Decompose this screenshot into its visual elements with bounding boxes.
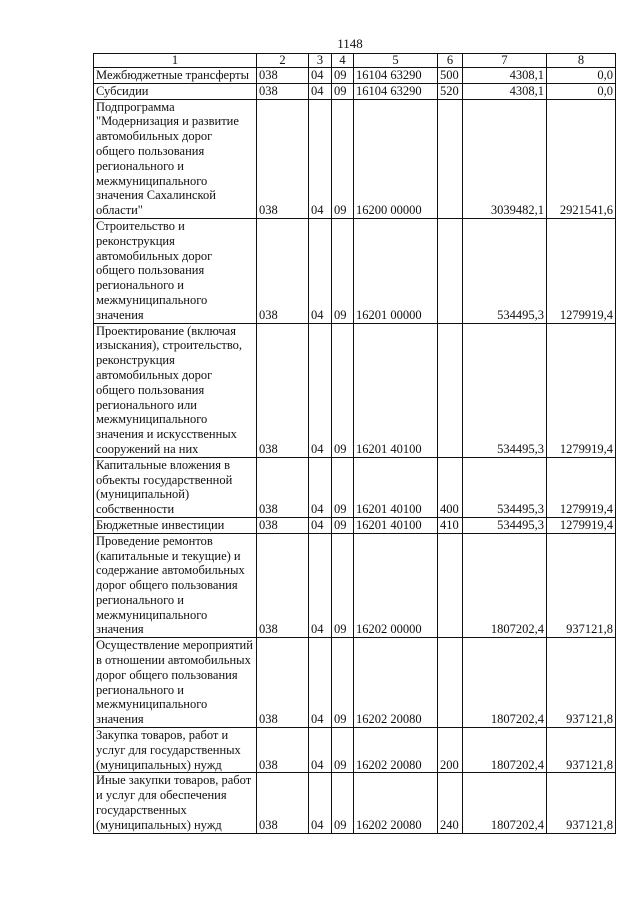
expense-type-cell: 410 — [438, 517, 463, 533]
expense-type-cell: 400 — [438, 457, 463, 517]
ministry-code-cell: 038 — [257, 457, 309, 517]
table-row — [94, 728, 616, 773]
target-article-cell: 16201 40100 — [354, 457, 438, 517]
target-article-cell: 16201 00000 — [354, 218, 438, 323]
row-name-cell: Капитальные вложения в объекты государственной (муниципальной) собственности — [94, 457, 257, 517]
amount-year1-cell: 1807202,4 — [463, 773, 547, 833]
table-row — [94, 457, 616, 517]
table-row — [94, 323, 616, 457]
amount-year2-cell: 0,0 — [547, 68, 616, 84]
amount-year2-cell: 2921541,6 — [547, 99, 616, 218]
row-name-cell: Межбюджетные трансферты — [94, 68, 257, 84]
expense-type-cell: 200 — [438, 728, 463, 773]
subsection-cell: 09 — [332, 99, 354, 218]
subsection-cell: 09 — [332, 773, 354, 833]
table-row — [94, 83, 616, 99]
expense-type-cell — [438, 323, 463, 457]
row-name-cell: Проведение ремонтов (капитальные и текущие) и содержание автомобильных дорог общего пользования регионального и межмуниципального значения — [94, 533, 257, 638]
target-article-cell: 16202 20080 — [354, 728, 438, 773]
target-article-cell: 16202 00000 — [354, 533, 438, 638]
table-row — [94, 517, 616, 533]
ministry-code-cell: 038 — [257, 68, 309, 84]
ministry-code-cell: 038 — [257, 773, 309, 833]
column-header: 1 — [94, 54, 257, 68]
table-row — [94, 533, 616, 638]
subsection-cell: 09 — [332, 638, 354, 728]
amount-year2-cell: 937121,8 — [547, 728, 616, 773]
target-article-cell: 16200 00000 — [354, 99, 438, 218]
expense-type-cell — [438, 533, 463, 638]
table-row — [94, 218, 616, 323]
expense-type-cell: 520 — [438, 83, 463, 99]
amount-year1-cell: 1807202,4 — [463, 533, 547, 638]
target-article-cell: 16201 40100 — [354, 517, 438, 533]
column-header: 7 — [463, 54, 547, 68]
subsection-cell: 09 — [332, 728, 354, 773]
expense-type-cell: 240 — [438, 773, 463, 833]
section-cell: 04 — [309, 218, 332, 323]
target-article-cell: 16201 40100 — [354, 323, 438, 457]
target-article-cell: 16104 63290 — [354, 68, 438, 84]
budget-table — [93, 53, 616, 834]
ministry-code-cell: 038 — [257, 728, 309, 773]
amount-year1-cell: 3039482,1 — [463, 99, 547, 218]
amount-year2-cell: 1279919,4 — [547, 218, 616, 323]
ministry-code-cell: 038 — [257, 99, 309, 218]
subsection-cell: 09 — [332, 323, 354, 457]
subsection-cell: 09 — [332, 83, 354, 99]
expense-type-cell — [438, 218, 463, 323]
expense-type-cell: 500 — [438, 68, 463, 84]
row-name-cell: Осуществление мероприятий в отношении автомобильных дорог общего пользования регионального и межмуниципального значения — [94, 638, 257, 728]
column-header: 6 — [438, 54, 463, 68]
subsection-cell: 09 — [332, 218, 354, 323]
amount-year1-cell: 4308,1 — [463, 68, 547, 84]
table-row — [94, 773, 616, 833]
header-row — [94, 54, 616, 68]
amount-year2-cell: 937121,8 — [547, 773, 616, 833]
expense-type-cell — [438, 638, 463, 728]
section-cell: 04 — [309, 99, 332, 218]
page-number: 1148 — [337, 36, 363, 51]
amount-year2-cell: 937121,8 — [547, 533, 616, 638]
section-cell: 04 — [309, 728, 332, 773]
section-cell: 04 — [309, 457, 332, 517]
expense-type-cell — [438, 99, 463, 218]
ministry-code-cell: 038 — [257, 218, 309, 323]
amount-year1-cell: 1807202,4 — [463, 728, 547, 773]
target-article-cell: 16202 20080 — [354, 638, 438, 728]
column-header: 8 — [547, 54, 616, 68]
row-name-cell: Иные закупки товаров, работ и услуг для обеспечения государственных (муниципальных) нужд — [94, 773, 257, 833]
amount-year2-cell: 0,0 — [547, 83, 616, 99]
row-name-cell: Закупка товаров, работ и услуг для государственных (муниципальных) нужд — [94, 728, 257, 773]
subsection-cell: 09 — [332, 517, 354, 533]
row-name-cell: Подпрограмма "Модернизация и развитие автомобильных дорог общего пользования регионального и межмуниципального значения Сахалинской области" — [94, 99, 257, 218]
amount-year1-cell: 534495,3 — [463, 517, 547, 533]
section-cell: 04 — [309, 773, 332, 833]
ministry-code-cell: 038 — [257, 323, 309, 457]
table-row — [94, 68, 616, 84]
section-cell: 04 — [309, 517, 332, 533]
amount-year1-cell: 534495,3 — [463, 218, 547, 323]
target-article-cell: 16202 20080 — [354, 773, 438, 833]
target-article-cell: 16104 63290 — [354, 83, 438, 99]
amount-year1-cell: 534495,3 — [463, 323, 547, 457]
section-cell: 04 — [309, 83, 332, 99]
section-cell: 04 — [309, 323, 332, 457]
ministry-code-cell: 038 — [257, 638, 309, 728]
amount-year2-cell: 1279919,4 — [547, 323, 616, 457]
column-header: 2 — [257, 54, 309, 68]
amount-year1-cell: 1807202,4 — [463, 638, 547, 728]
column-header: 5 — [354, 54, 438, 68]
amount-year2-cell: 1279919,4 — [547, 517, 616, 533]
subsection-cell: 09 — [332, 457, 354, 517]
subsection-cell: 09 — [332, 68, 354, 84]
column-header: 4 — [332, 54, 354, 68]
subsection-cell: 09 — [332, 533, 354, 638]
section-cell: 04 — [309, 68, 332, 84]
ministry-code-cell: 038 — [257, 517, 309, 533]
column-header: 3 — [309, 54, 332, 68]
amount-year1-cell: 534495,3 — [463, 457, 547, 517]
row-name-cell: Бюджетные инвестиции — [94, 517, 257, 533]
table-row — [94, 99, 616, 218]
section-cell: 04 — [309, 638, 332, 728]
amount-year2-cell: 1279919,4 — [547, 457, 616, 517]
ministry-code-cell: 038 — [257, 83, 309, 99]
row-name-cell: Строительство и реконструкция автомобильных дорог общего пользования регионального и межмуниципального значения — [94, 218, 257, 323]
amount-year1-cell: 4308,1 — [463, 83, 547, 99]
amount-year2-cell: 937121,8 — [547, 638, 616, 728]
row-name-cell: Субсидии — [94, 83, 257, 99]
table-row — [94, 638, 616, 728]
ministry-code-cell: 038 — [257, 533, 309, 638]
row-name-cell: Проектирование (включая изыскания), строительство, реконструкция автомобильных дорог общего пользования регионального или межмуниципального значения и искусственных сооружений на них — [94, 323, 257, 457]
section-cell: 04 — [309, 533, 332, 638]
